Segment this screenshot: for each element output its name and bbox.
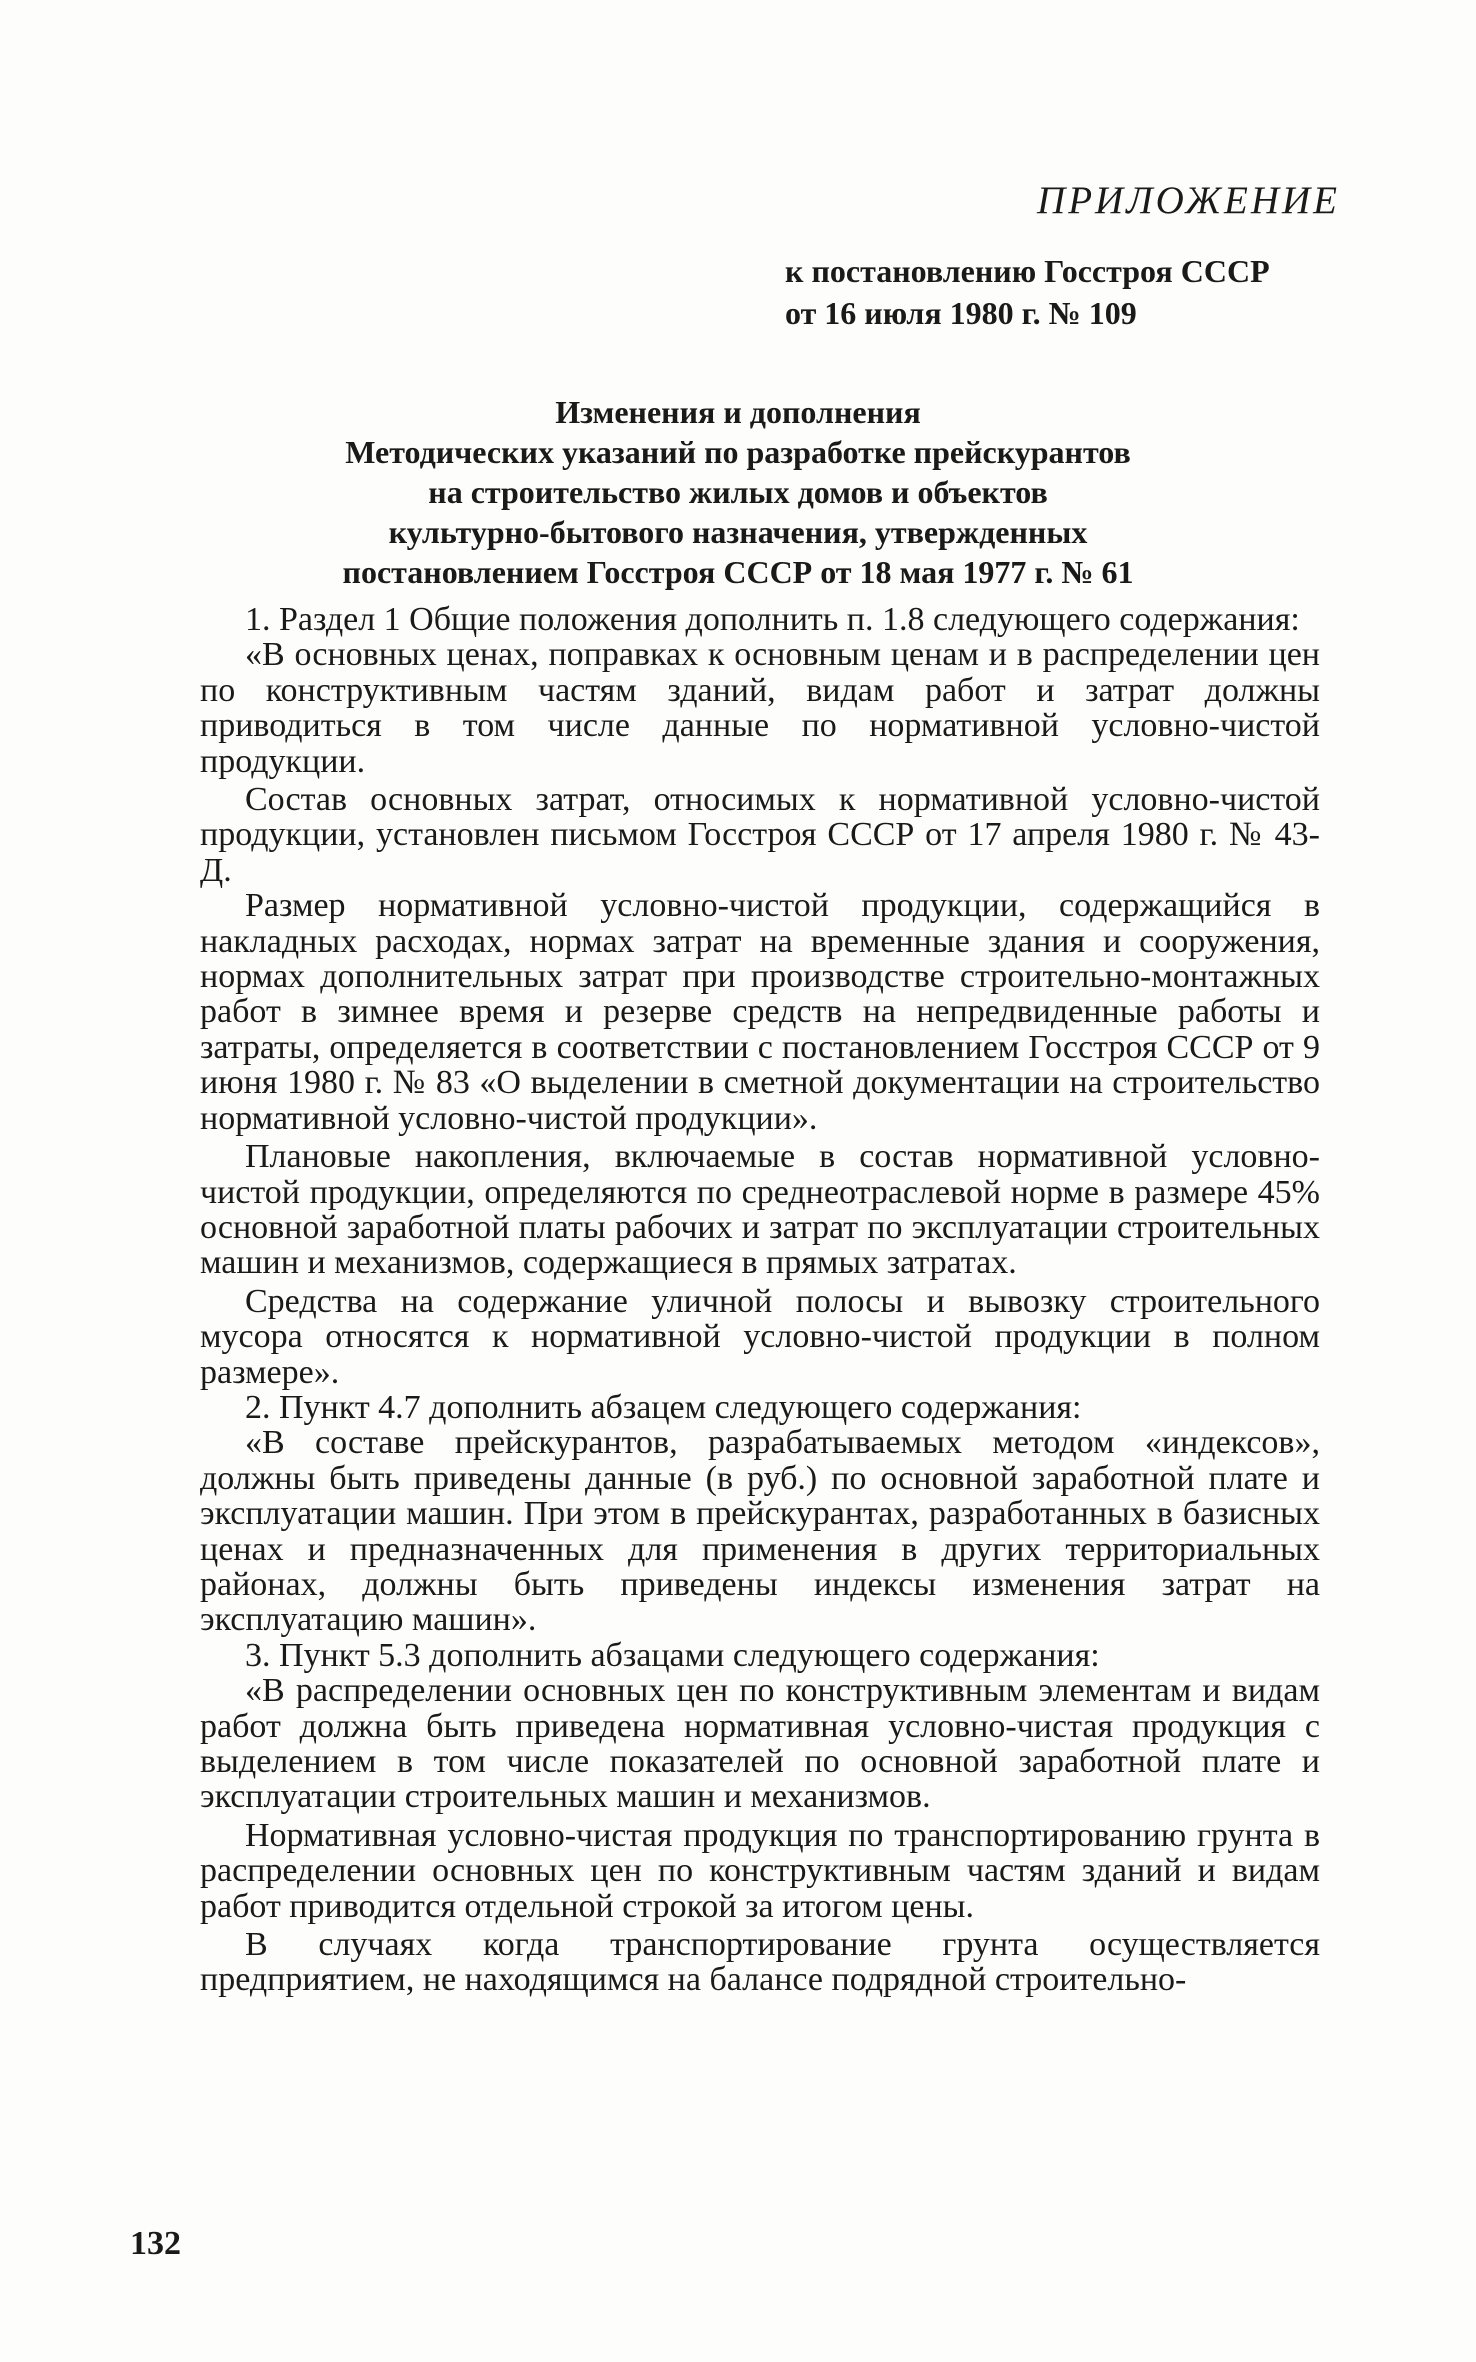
title-line: постановлением Госстроя СССР от 18 мая 1977 г. № 61 <box>342 554 1134 590</box>
document-title <box>200 392 1276 592</box>
paragraph: Плановые накопления, включаемые в состав нормативной условно-чистой продукции, определяются по среднеотраслевой норме в размере 45% основной заработной платы рабочих и затрат по эксплуатации строительных машин и механизмов, содержащиеся в прямых затратах. <box>200 1138 1320 1282</box>
paragraph: «В составе прейскурантов, разрабатываемых методом «индексов», должны быть приведены данные (в руб.) по основной заработной плате и эксплуатации машин. При этом в прейскурантах, разработанных в базисных ценах и предназначенных для применения в других территориальных районах, должны быть приведены индексы изменения затрат на эксплуатацию машин». <box>200 1424 1320 1639</box>
paragraph: Состав основных затрат, относимых к нормативной условно-чистой продукции, установлен письмом Госстроя СССР от 17 апреля 1980 г. № 43-Д. <box>200 781 1320 889</box>
title-line: на строительство жилых домов и объектов <box>428 474 1048 510</box>
paragraph: Размер нормативной условно-чистой продукции, содержащийся в накладных расходах, нормах затрат на временные здания и сооружения, нормах дополнительных затрат при производстве строительно-монтажных работ в зимнее время и резерве средств на непредвиденные работы и затраты, определяется в соответствии с постановлением Госстроя СССР от 9 июня 1980 г. № 83 «О выделении в сметной документации на строительство нормативной условно-чистой продукции». <box>200 887 1320 1137</box>
paragraph: 2. Пункт 4.7 дополнить абзацем следующего содержания: <box>245 1388 1082 1426</box>
title-line: культурно-бытового назначения, утвержденных <box>388 514 1088 550</box>
paragraph: 3. Пункт 5.3 дополнить абзацами следующего содержания: <box>245 1636 1100 1674</box>
page-number: 132 <box>130 2225 181 2262</box>
decree-reference-line: к постановлению Госстроя СССР <box>785 253 1270 289</box>
paragraph: Средства на содержание уличной полосы и вывозку строительного мусора относятся к нормативной условно-чистой продукции в полном размере». <box>200 1282 1320 1391</box>
decree-reference-line: от 16 июля 1980 г. № 109 <box>785 295 1137 331</box>
paragraph: «В основных ценах, поправках к основным ценам и в распределении цен по конструктивным частям зданий, видам работ и затрат должны приводиться в том числе данные по нормативной условно-чистой продукции. <box>200 636 1320 780</box>
paragraph: «В распределении основных цен по конструктивным элементам и видам работ должна быть приведена нормативная условно-чистая продукция с выделением в том числе показателей по основной заработной плате и эксплуатации строительных машин и механизмов. <box>200 1672 1320 1816</box>
paragraph: 1. Раздел 1 Общие положения дополнить п. 1.8 следующего содержания: <box>245 601 1300 638</box>
document-body <box>200 602 1320 1998</box>
appendix-label: ПРИЛОЖЕНИЕ <box>1037 179 1340 222</box>
paragraph: В случаях когда транспортирование грунта осуществляется предприятием, не находящимся на балансе подрядной строительно- <box>200 1926 1320 1999</box>
decree-reference <box>785 250 1270 334</box>
title-line: Изменения и дополнения <box>555 394 921 430</box>
paragraph: Нормативная условно-чистая продукция по транспортированию грунта в распределении основных цен по конструктивным частям зданий и видам работ приводится отдельной строкой за итогом цены. <box>200 1816 1320 1925</box>
title-line: Методических указаний по разработке прейскурантов <box>345 434 1131 470</box>
